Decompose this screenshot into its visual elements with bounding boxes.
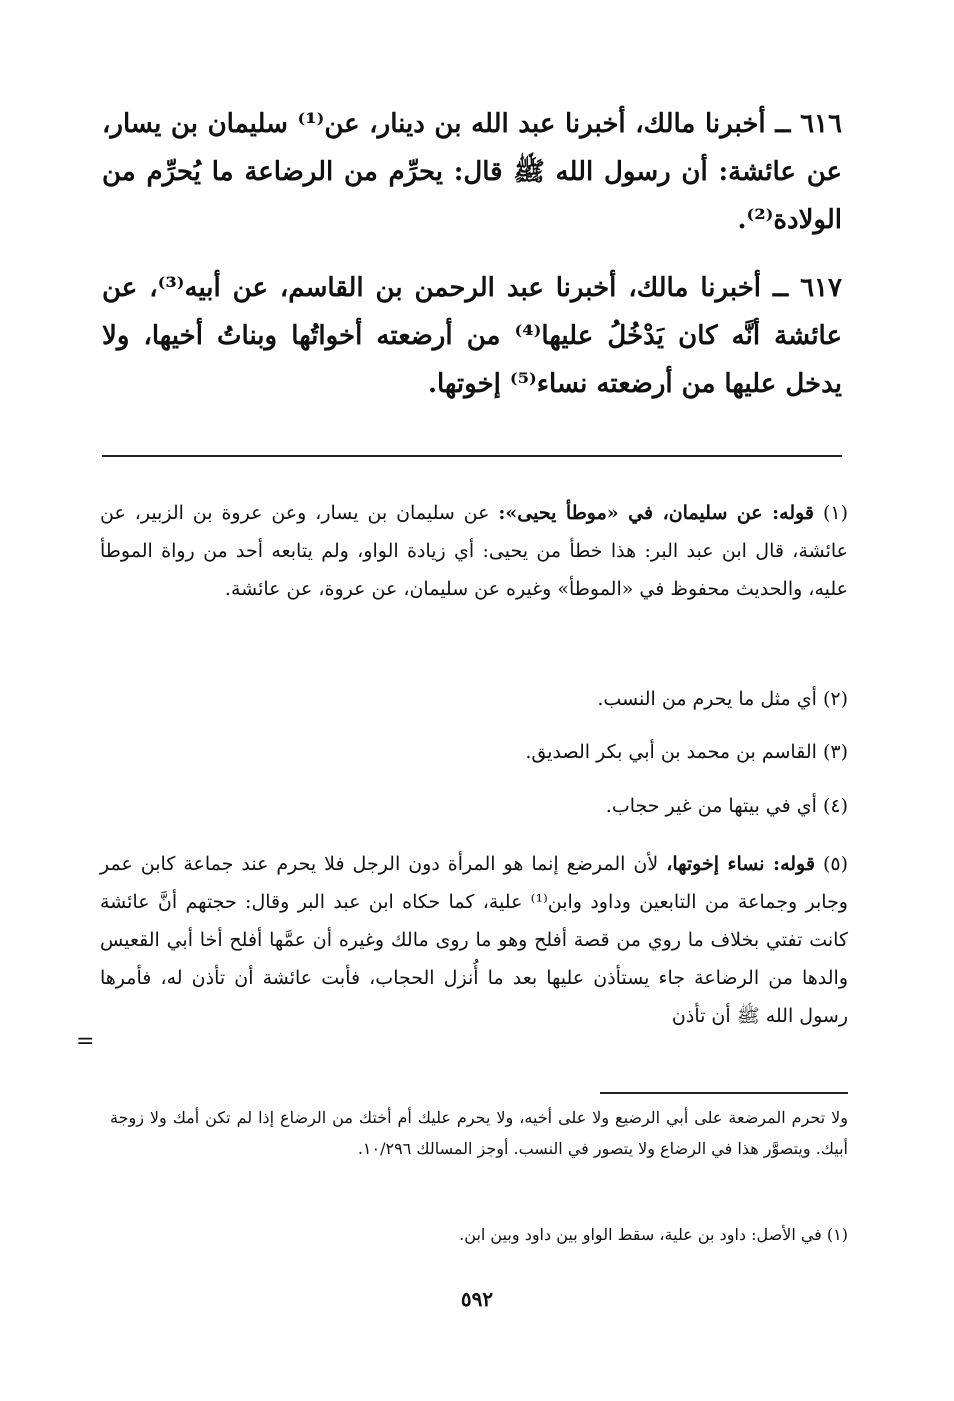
footnote-1 bbox=[100, 494, 848, 608]
footnote-3-text: القاسم بن محمد بن أبي بكر الصديق. bbox=[525, 741, 817, 763]
footnote-1-text: عن سليمان بن يسار، وعن عروة بن الزبير، عن عائشة، قال ابن عبد البر: هذا خطأ من يحيى: أي زيادة الواو، ولم يتابعه أحد من رواة الموطأ عليه، والحديث محفوظ في «الموطأ» وغيره عن سليمان، عن عروة، عن عائشة. bbox=[100, 502, 848, 600]
subnote-separator bbox=[600, 1092, 848, 1094]
footnote-4-number: (٤) bbox=[822, 795, 848, 817]
footnote-3-number: (٣) bbox=[822, 741, 848, 763]
footnote-5-text: لأن المرضع إنما هو المرأة دون الرجل فلا يحرم عند جماعة كابن عمر وجابر وجماعة من التابعين وداود وابن⁽¹⁾ علية، كما حكاه ابن عبد البر وقال: حجتهم أنَّ عائشة كانت تفتي بخلاف ما روي من قصة أفلح وهو ما روى مالك وغيره أن عمَّها أفلح أخا أبي القعيس والدها من الرضاعة جاء يستأذن عليها بعد ما أُنزل الحجاب، فأبت عائشة أن تأذن له، فأمرها رسول الله ﷺ أن تأذن bbox=[100, 853, 848, 1027]
subnote-continuation: ولا تحرم المرضعة على أبي الرضيع ولا على أخيه، ولا يحرم عليك أم أختك من الرضاع إذا لم تكن أمك ولا زوجة أبيك. ويتصوَّر هذا في الرضاع ولا يتصور في النسب. أوجز المسالك ١٠/٢٩٦. bbox=[110, 1108, 848, 1158]
footnote-4-text: أي في بيتها من غير حجاب. bbox=[605, 795, 817, 817]
footnote-5 bbox=[100, 845, 848, 1035]
subnote-1: (١) في الأصل: داود بن علية، سقط الواو بين داود وبين ابن. bbox=[459, 1225, 848, 1244]
footnote-3 bbox=[100, 733, 848, 771]
continuation-mark: = bbox=[76, 1029, 95, 1054]
hadith-617: ٦١٧ ــ أخبرنا مالك، أخبرنا عبد الرحمن بن القاسم، عن أبيه⁽³⁾، عن عائشة أنَّه كان يَدْخُلُ عليها⁽⁴⁾ من أرضعته أخواتُها وبناتُ أخيها، ولا يدخل عليها من أرضعته نساء⁽⁵⁾ إخوتها. bbox=[102, 273, 842, 399]
footnote-1-number: (١) bbox=[822, 502, 849, 524]
footnote-2-number: (٢) bbox=[822, 688, 848, 710]
footnote-2 bbox=[100, 680, 848, 718]
footnote-4 bbox=[100, 787, 848, 825]
footnote-2-text: أي مثل ما يحرم من النسب. bbox=[597, 688, 817, 710]
footnote-separator bbox=[102, 455, 842, 457]
hadith-616: ٦١٦ ــ أخبرنا مالك، أخبرنا عبد الله بن دينار، عن⁽¹⁾ سليمان بن يسار، عن عائشة: أن رسول الله ﷺ قال: يحرِّم من الرضاعة ما يُحرِّم من الولادة⁽²⁾. bbox=[102, 109, 842, 235]
footnote-5-number: (٥) bbox=[822, 853, 848, 875]
footnote-1-lead: قوله: عن سليمان، في «موطأ يحيى»: bbox=[498, 502, 815, 524]
page-number: ٥٩٢ bbox=[460, 1287, 494, 1311]
footnote-5-lead: قوله: نساء إخوتها، bbox=[666, 853, 815, 875]
